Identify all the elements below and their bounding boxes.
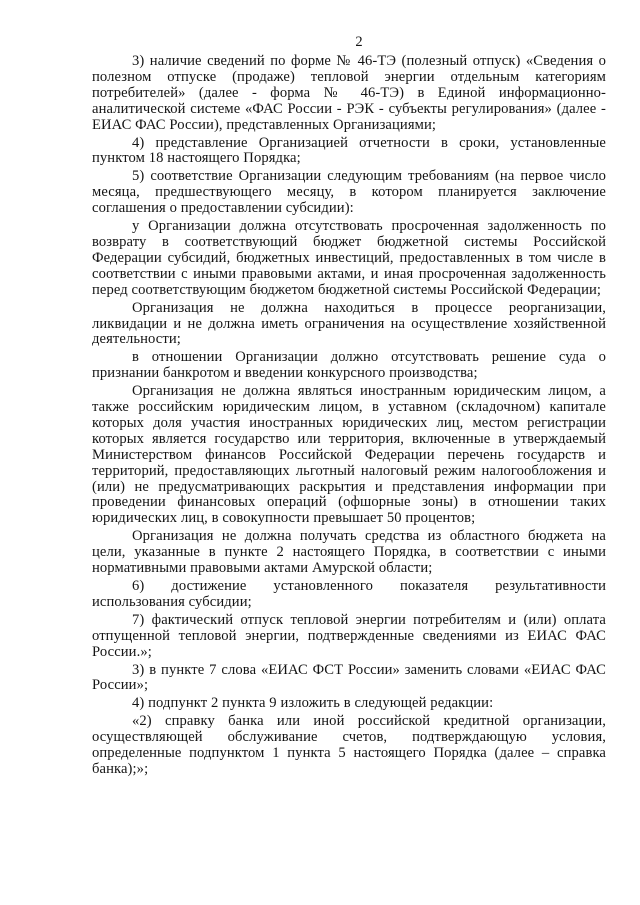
paragraph-item-3: 3) наличие сведений по форме № 46-ТЭ (полезный отпуск) «Сведения о полезном отпуске (продаже) тепловой энергии отдельным категориям потребителей» (далее - форма № 46-ТЭ) в Единой информационно-аналитической системе «ФАС России - РЭК - субъекты регулирования» (далее - ЕИАС ФАС России), представленных Организациями; (92, 53, 606, 133)
page-number: 2 (355, 34, 363, 50)
document-body (92, 54, 606, 778)
paragraph-foreign-entity-requirement: Организация не должна являться иностранным юридическим лицом, а также российским юридическим лицом, в уставном (складочном) капитале которых доля участия иностранных юридических лиц, местом регистрации которых является государство или территория, включенные в утверждаемый Министерством финансов Российской Федерации перечень государств и территорий, предоставляющих льготный налоговый режим налогообложения и (или) не предусматривающих раскрытия и представления информации при проведении финансовых операций (офшорные зоны) в отношении таких юридических лиц, в совокупности превышает 50 процентов; (92, 383, 606, 527)
paragraph-item-4: 4) представление Организацией отчетности в сроки, установленные пунктом 18 настоящего Порядка; (92, 134, 606, 167)
paragraph-item-5: 5) соответствие Организации следующим требованиям (на первое число месяца, предшествующего месяцу, в котором планируется заключение соглашения о предоставлении субсидии): (92, 168, 606, 217)
paragraph-regional-funds-requirement: Организация не должна получать средства из областного бюджета на цели, указанные в пункте 2 настоящего Порядка, в соответствии с иными нормативными правовыми актами Амурской области; (92, 528, 606, 577)
paragraph-debt-requirement: у Организации должна отсутствовать просроченная задолженность по возврату в соответствующий бюджет бюджетной системы Российской Федерации субсидий, бюджетных инвестиций, предоставленных в том числе в соответствии с иными правовыми актами, и иная просроченная задолженность перед соответствующим бюджетом бюджетной системы Российской Федерации; (92, 218, 606, 298)
paragraph-bankruptcy-requirement: в отношении Организации должно отсутствовать решение суда о признании банкротом и введении конкурсного производства; (92, 349, 606, 382)
paragraph-reorganization-requirement: Организация не должна находиться в процессе реорганизации, ликвидации и не должна иметь ограничения на осуществление хозяйственной деятельности; (92, 299, 606, 348)
paragraph-amendment-4: 4) подпункт 2 пункта 9 изложить в следующей редакции: (132, 695, 494, 712)
paragraph-item-7: 7) фактический отпуск тепловой энергии потребителям и (или) оплата отпущенной тепловой энергии, подтвержденные сведениями из ЕИАС ФАС России.»; (92, 611, 606, 660)
paragraph-subitem-2: «2) справку банка или иной российской кредитной организации, осуществляющей обслуживание счетов, подтверждающую условия, определенные подпунктом 1 пункта 5 настоящего Порядка (далее – справка банка);»; (92, 713, 606, 777)
paragraph-amendment-3: 3) в пункте 7 слова «ЕИАС ФСТ России» заменить словами «ЕИАС ФАС России»; (92, 661, 606, 694)
paragraph-item-6: 6) достижение установленного показателя результативности использования субсидии; (92, 578, 606, 610)
